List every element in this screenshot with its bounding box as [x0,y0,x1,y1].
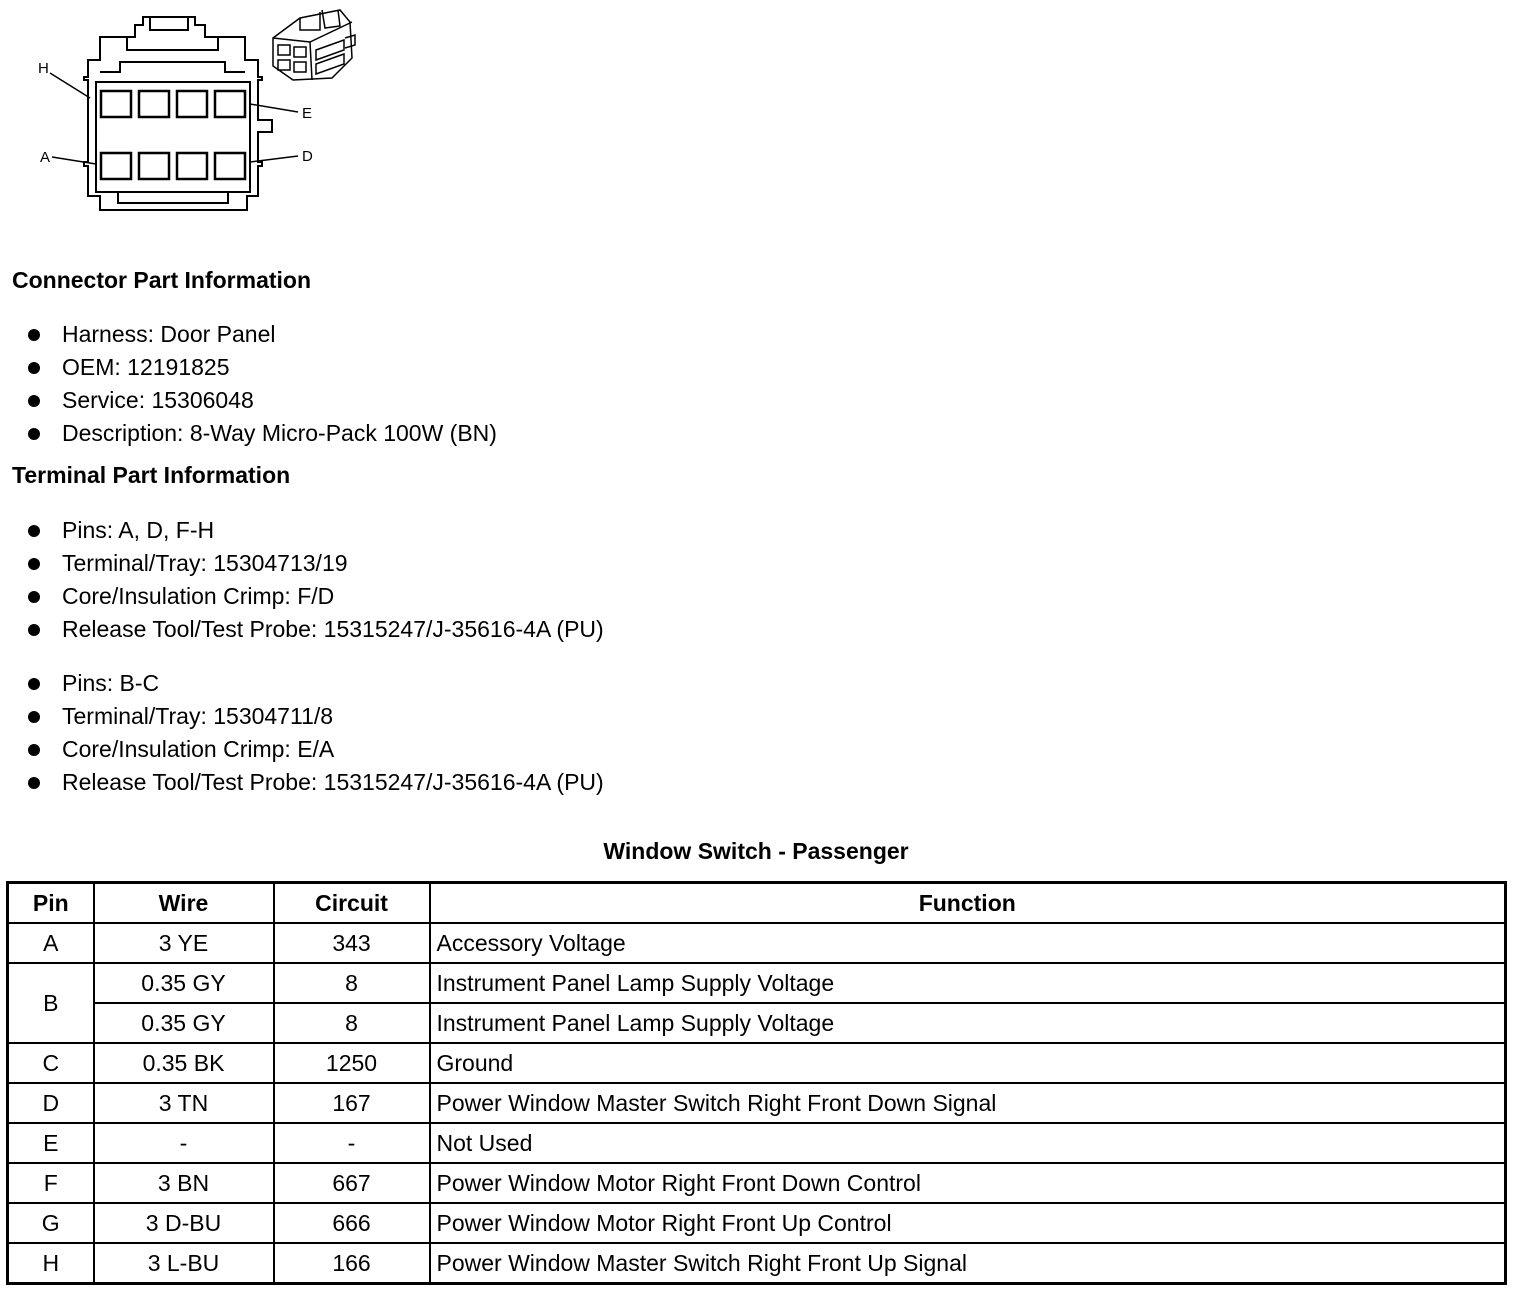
cell-pin: E [8,1123,94,1163]
cell-function: Instrument Panel Lamp Supply Voltage [430,963,1506,1003]
cell-function: Accessory Voltage [430,923,1506,963]
bullet-icon [28,777,40,789]
header-wire: Wire [94,883,274,924]
bullet-icon [28,591,40,603]
cell-circuit: 8 [274,963,430,1003]
cell-function: Power Window Motor Right Front Down Control [430,1163,1506,1203]
list-item: Harness: Door Panel [28,318,497,351]
list-item: Pins: A, D, F-H [28,514,604,547]
cell-wire: 0.35 GY [94,1003,274,1043]
cell-circuit: 666 [274,1203,430,1243]
header-function: Function [430,883,1506,924]
cell-pin: G [8,1203,94,1243]
cell-circuit: 8 [274,1003,430,1043]
cell-wire: 0.35 GY [94,963,274,1003]
bullet-icon [28,362,40,374]
list-item: Core/Insulation Crimp: F/D [28,580,604,613]
cell-pin: H [8,1243,94,1284]
list-item: Release Tool/Test Probe: 15315247/J-35616-4A (PU) [28,766,604,799]
cell-wire: 3 YE [94,923,274,963]
bullet-icon [28,428,40,440]
connector-info-list [28,318,497,450]
cavity-b [139,153,169,179]
pin-label-h: H [38,60,49,77]
table-row [8,923,1506,963]
table-row [8,1043,1506,1083]
cell-circuit: 167 [274,1083,430,1123]
bullet-icon [28,678,40,690]
bullet-icon [28,711,40,723]
bullet-icon [28,329,40,341]
table-title: Window Switch - Passenger [603,838,909,864]
bullet-icon [28,525,40,537]
terminal-info-group-1 [28,514,604,646]
header-pin: Pin [8,883,94,924]
cell-pin: D [8,1083,94,1123]
cell-function: Not Used [430,1123,1506,1163]
table-row [8,1083,1506,1123]
cell-circuit: 1250 [274,1043,430,1083]
pin-label-a: A [40,149,51,166]
table-row [8,1203,1506,1243]
list-item: Pins: B-C [28,667,604,700]
cell-wire: 3 D-BU [94,1203,274,1243]
connector-info-title: Connector Part Information [12,267,312,293]
cavity-g [139,91,169,117]
table-row [8,1123,1506,1163]
cell-wire: 3 TN [94,1083,274,1123]
pin-label-e: E [302,105,313,122]
list-item: Terminal/Tray: 15304711/8 [28,700,604,733]
cavity-h [101,91,131,117]
cell-circuit: - [274,1123,430,1163]
cell-pin: C [8,1043,94,1083]
table-header-row [8,883,1506,924]
bullet-icon [28,624,40,636]
bullet-icon [28,744,40,756]
list-item: Service: 15306048 [28,384,497,417]
terminal-info-title: Terminal Part Information [12,462,291,488]
terminal-info-group-2 [28,667,604,799]
table-row [8,963,1506,1003]
pin-label-d: D [302,148,313,165]
cell-circuit: 166 [274,1243,430,1284]
bullet-icon [28,558,40,570]
cavity-d [215,153,245,179]
cell-function: Power Window Motor Right Front Up Control [430,1203,1506,1243]
table-row [8,1003,1506,1043]
cavity-c [177,153,207,179]
cell-pin: A [8,923,94,963]
cell-circuit: 667 [274,1163,430,1203]
cell-function: Power Window Master Switch Right Front Down Signal [430,1083,1506,1123]
list-item: Terminal/Tray: 15304713/19 [28,547,604,580]
list-item: Release Tool/Test Probe: 15315247/J-35616-4A (PU) [28,613,604,646]
cavity-e [215,91,245,117]
table-row [8,1163,1506,1203]
cell-wire: 0.35 BK [94,1043,274,1083]
cell-wire: - [94,1123,274,1163]
cell-wire: 3 BN [94,1163,274,1203]
cell-pin: B [8,963,94,1043]
pin-cavities [101,91,245,179]
cell-function: Instrument Panel Lamp Supply Voltage [430,1003,1506,1043]
list-item: Description: 8-Way Micro-Pack 100W (BN) [28,417,497,450]
cavity-a [101,153,131,179]
pinout-table [6,881,1507,1285]
cell-pin: F [8,1163,94,1203]
cell-function: Ground [430,1043,1506,1083]
connector-3d-thumbnail [273,10,355,80]
connector-diagram [0,0,380,225]
cell-function: Power Window Master Switch Right Front Up Signal [430,1243,1506,1284]
list-item: Core/Insulation Crimp: E/A [28,733,604,766]
cavity-f [177,91,207,117]
table-row [8,1243,1506,1284]
cell-circuit: 343 [274,923,430,963]
bullet-icon [28,395,40,407]
list-item: OEM: 12191825 [28,351,497,384]
header-circuit: Circuit [274,883,430,924]
cell-wire: 3 L-BU [94,1243,274,1284]
